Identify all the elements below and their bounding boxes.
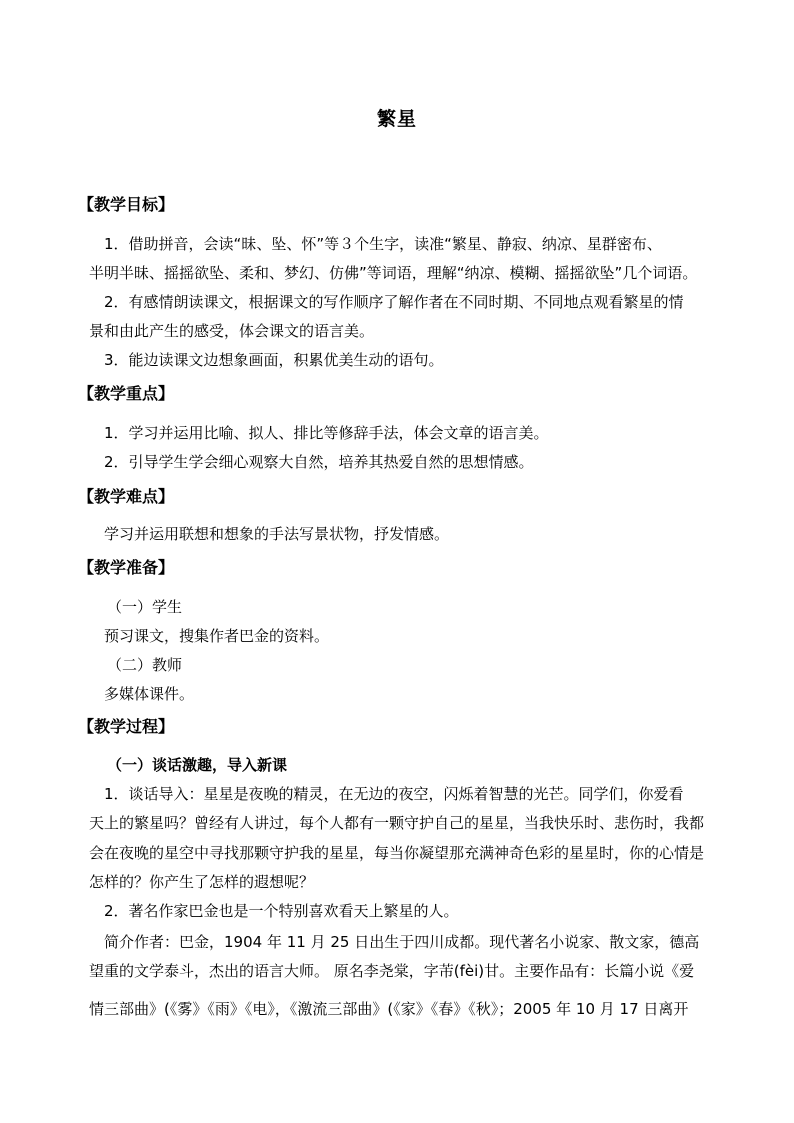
- section-heading-key-points: 【教学重点】: [78, 384, 175, 403]
- key-points-line: 2．引导学生学会细心观察大自然，培养其热爱自然的思想情感。: [104, 453, 534, 471]
- goals-line: 1．借助拼音，会读“昧、坠、怀”等３个生字，读准“繁星、静寂、纳凉、星群密布、: [104, 235, 662, 253]
- process-line: 1．谈话导入：星星是夜晚的精灵，在无边的夜空，闪烁着智慧的光芒。同学们，你爱看: [104, 785, 684, 803]
- section-heading-preparation: 【教学准备】: [78, 558, 175, 577]
- goals-line: 2．有感情朗读课文，根据课文的写作顺序了解作者在不同时期、不同地点观看繁星的情: [104, 293, 684, 311]
- preparation-line: 预习课文，搜集作者巴金的资料。: [104, 627, 330, 645]
- page-title: 繁星: [376, 108, 417, 130]
- preparation-line: （一）学生: [107, 598, 183, 616]
- process-line: 情三部曲》(《雾》《雨》《电》，《激流三部曲》(《家》《春》《秋》；2005 年 10 月 17 日离开: [89, 1000, 689, 1018]
- section-heading-difficulties: 【教学难点】: [78, 487, 175, 506]
- difficulties-line: 学习并运用联想和想象的手法写景状物，抒发情感。: [104, 525, 450, 543]
- process-line: 怎样的？你产生了怎样的遐想呢？: [89, 873, 315, 891]
- goals-line: 半明半昧、摇摇欲坠、柔和、梦幻、仿佛”等词语，理解“纳凉、模糊、摇摇欲坠”几个词语。: [89, 264, 698, 282]
- key-points-line: 1．学习并运用比喻、拟人、排比等修辞手法，体会文章的语言美。: [104, 424, 549, 442]
- process-line: 2．著名作家巴金也是一个特别喜欢看天上繁星的人。: [104, 902, 459, 920]
- process-line: 望重的文学泰斗，杰出的语言大师。 原名李尧棠，字芾(fèi)甘。主要作品有：长篇小说《爱: [89, 962, 695, 980]
- preparation-line: （二）教师: [107, 656, 183, 674]
- goals-line: 3．能边读课文边想象画面，积累优美生动的语句。: [104, 351, 444, 369]
- process-subheading: （一）谈话激趣，导入新课: [107, 756, 288, 774]
- section-heading-goals: 【教学目标】: [78, 195, 175, 214]
- process-line: 天上的繁星吗？曾经有人讲过，每个人都有一颗守护自己的星星，当我快乐时、悲伤时，我都: [89, 814, 705, 832]
- preparation-line: 多媒体课件。: [104, 685, 195, 703]
- goals-line: 景和由此产生的感受，体会课文的语言美。: [89, 322, 375, 340]
- section-heading-process: 【教学过程】: [78, 717, 175, 736]
- process-line: 会在夜晚的星空中寻找那颗守护我的星星，每当你凝望那充满神奇色彩的星星时，你的心情是: [89, 844, 705, 862]
- process-line: 简介作者：巴金，1904 年 11 月 25 日出生于四川成都。现代著名小说家、散文家，德高: [104, 933, 700, 951]
